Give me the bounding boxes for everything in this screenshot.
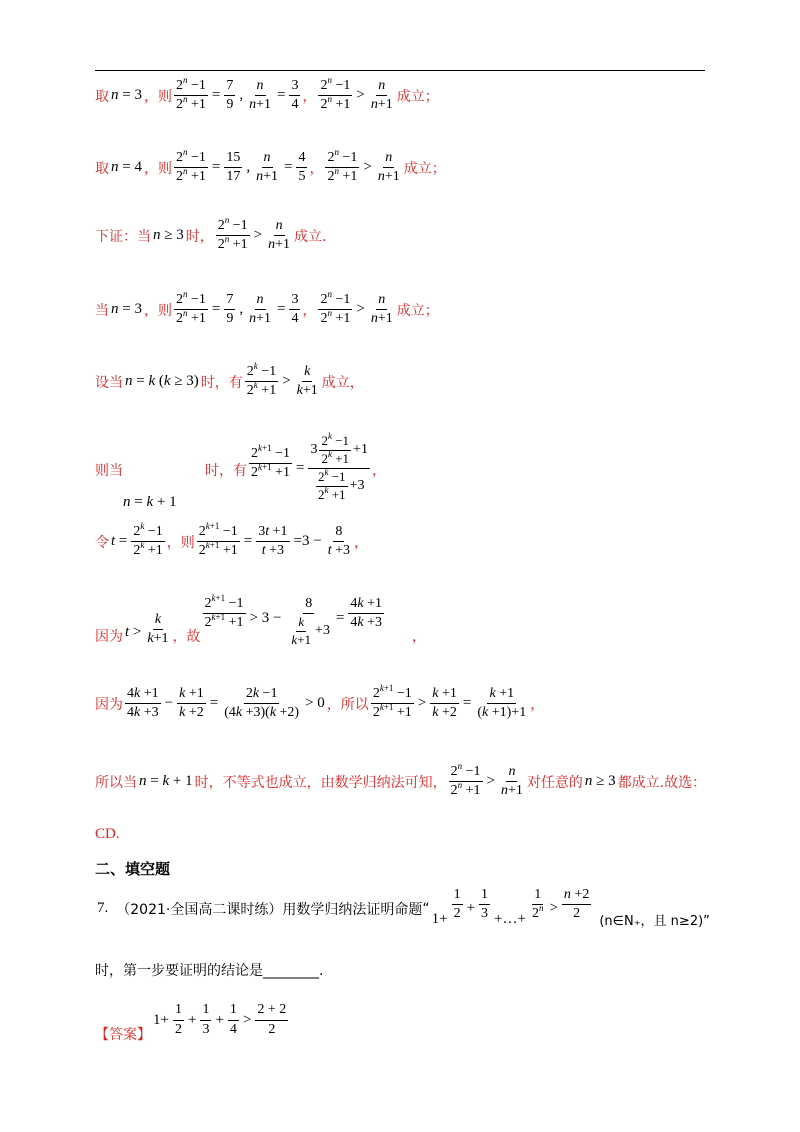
text: 令 xyxy=(95,534,109,551)
text: 因为 xyxy=(95,696,123,713)
text: 取 xyxy=(95,88,109,105)
answer-line: 【答案】 1+ $\frac{1}{2}$ + $\frac{1}{3}$ + $\frac{1}{4}$ > $\frac{2 + 2}{2}$ xyxy=(95,1002,287,1043)
text: 时，有 xyxy=(205,463,247,479)
line-because-t: 因为 t > $\frac{k}{k+1}$ ，故 $\frac{2^{k+1} -1}{2^{k+1} +1}$ > 3 − 8 $\frac{k}{k+1}$ +3 = $\frac{4k +1}{4k +3}$ ， xyxy=(95,593,427,648)
text: ，所以 xyxy=(326,696,369,713)
header-rule xyxy=(95,70,705,71)
text: ，故 xyxy=(172,629,201,645)
text: ，则 xyxy=(143,302,172,319)
math-n-eq: n = 4 xyxy=(111,159,142,176)
fraction: $\frac{n}{n+1}$ xyxy=(370,78,393,113)
text: 设当 xyxy=(95,374,123,391)
text: 成立； xyxy=(396,302,439,319)
text: 成立； xyxy=(396,88,439,105)
text: ， xyxy=(412,629,427,645)
text: 都成立.故选： xyxy=(617,774,707,791)
section-title xyxy=(95,858,170,879)
line-then-k1: 则当 n = k + 1 时，有 $\frac{2^{k+1} -1}{2^{k+1} +1}$ = 3 $\frac{2^k -1}{2^k +1}$ +1 $\frac{2^k -1}{2^k +1}$ +3 ， xyxy=(95,431,386,510)
line-answer-cd xyxy=(95,826,120,843)
text: 成立. xyxy=(294,228,327,245)
fraction: $\frac{n}{n+1}$ xyxy=(249,78,271,113)
question-blank-text: 时，第一步要证明的结论是________. xyxy=(95,963,324,979)
question-7: 7. （2021·全国高二课时练）用数学归纳法证明命题 “ 1+ $\frac{1}{2}$ + $\frac{1}{3}$ +…+ $\frac{1}{2^n}$ > $\frac{n +2}{2}$ (n∈N₊，且 n≥2)” xyxy=(97,886,710,929)
text: ，则 xyxy=(166,534,195,551)
fraction: $\frac{2^n -1}{2^n +1}$ xyxy=(175,75,206,113)
answer-label: 【答案】 xyxy=(95,1027,151,1043)
text: 下证：当 xyxy=(95,228,151,245)
text: 时，不等式也成立，由数学归纳法可知， xyxy=(194,774,447,791)
text: 时，有 xyxy=(200,374,243,391)
text: “ xyxy=(422,900,430,917)
text: ， xyxy=(371,463,386,479)
fraction: $\frac{7}{9}$ xyxy=(226,78,234,113)
text: ， xyxy=(354,534,369,551)
text: 所以当 xyxy=(95,774,137,791)
line-conclusion: 所以当 n = k + 1 时，不等式也成立，由数学归纳法可知， $\frac{2^n -1}{2^n +1}$ > $\frac{n}{n+1}$ 对任意的 n ≥ 3 都成立.故选： xyxy=(95,761,707,799)
line-assume-k: 设当 n = k (k ≥ 3) 时，有 $\frac{2^k -1}{2^k +1}$ > $\frac{k}{k+1}$ 成立， xyxy=(95,361,364,399)
complex-fraction: 3 $\frac{2^k -1}{2^k +1}$ +1 $\frac{2^k -1}{2^k +1}$ +3 xyxy=(310,431,368,502)
question-source: （2021·全国高二课时练）用数学归纳法证明命题 xyxy=(116,901,423,918)
text: 则当 xyxy=(95,463,123,479)
text: ， xyxy=(530,696,545,713)
line-when-n3: 当 n = 3 ，则 $\frac{2^n -1}{2^n +1}$ = $\frac{7}{9}$ , $\frac{n}{n+1}$ = $\frac{3}{4}$ ， $\frac{2^n -1}{2^n +1}$ > $\frac{n}{n+1}$ 成立； xyxy=(95,289,439,327)
question-7-line2 xyxy=(95,960,323,980)
answer-text: CD. xyxy=(95,826,120,842)
line-take-n4: 取 n = 4 ，则 $\frac{2^n -1}{2^n +1}$ = $\frac{15}{17}$ , $\frac{n}{n+1}$ = $\frac{4}{5}$ ， $\frac{2^n -1}{2^n +1}$ > $\frac{n}{n+1}$ 成立； xyxy=(95,147,446,185)
text: 取 xyxy=(95,160,109,177)
section-heading: 二、填空题 xyxy=(95,860,171,878)
question-number: 7. xyxy=(97,900,109,916)
text: 当 xyxy=(95,302,109,319)
question-condition: (n∈N₊，且 n≥2)” xyxy=(599,914,710,929)
line-because-diff: 因为 $\frac{4k +1}{4k +3}$ − $\frac{k +1}{k +2}$ = $\frac{2k -1}{(4k +3)(k +2)}$ > 0 ，所以 $\frac{2^{k+1} -1}{2^{k+1} +1}$ > $\frac{k +1}{k +2}$ = $\frac{k +1}{(k +1)+1}$ ， xyxy=(95,683,545,721)
text: 成立； xyxy=(403,160,446,177)
fraction: $\frac{2^n -1}{2^n +1}$ xyxy=(320,75,351,113)
line-prove: 下证：当 n ≥ 3 时， $\frac{2^n -1}{2^n +1}$ > $\frac{n}{n+1}$ 成立. xyxy=(95,215,327,253)
text: 对任意的 xyxy=(526,774,583,791)
fraction: $\frac{3}{4}$ xyxy=(291,78,299,113)
text: 因为 xyxy=(95,629,123,645)
text: ，则 xyxy=(143,88,172,105)
line-let-t: 令 t = $\frac{2^k -1}{2^k +1}$ ，则 $\frac{2^{k+1} -1}{2^{k+1} +1}$ = $\frac{3t +1}{t +3}$ =3 − $\frac{8}{t +3}$ ， xyxy=(95,521,369,559)
text: 成立， xyxy=(321,374,364,391)
text: 时， xyxy=(185,228,214,245)
math-n-eq: n = 3 xyxy=(111,87,142,104)
text: ，则 xyxy=(143,160,172,177)
line-take-n3: 取 n = 3 ，则 $\frac{2^n -1}{2^n +1}$ = $\frac{7}{9}$ , $\frac{n}{n+1}$ = $\frac{3}{4}$ ， $\frac{2^n -1}{2^n +1}$ > $\frac{n}{n+1}$ 成立； xyxy=(95,75,439,113)
